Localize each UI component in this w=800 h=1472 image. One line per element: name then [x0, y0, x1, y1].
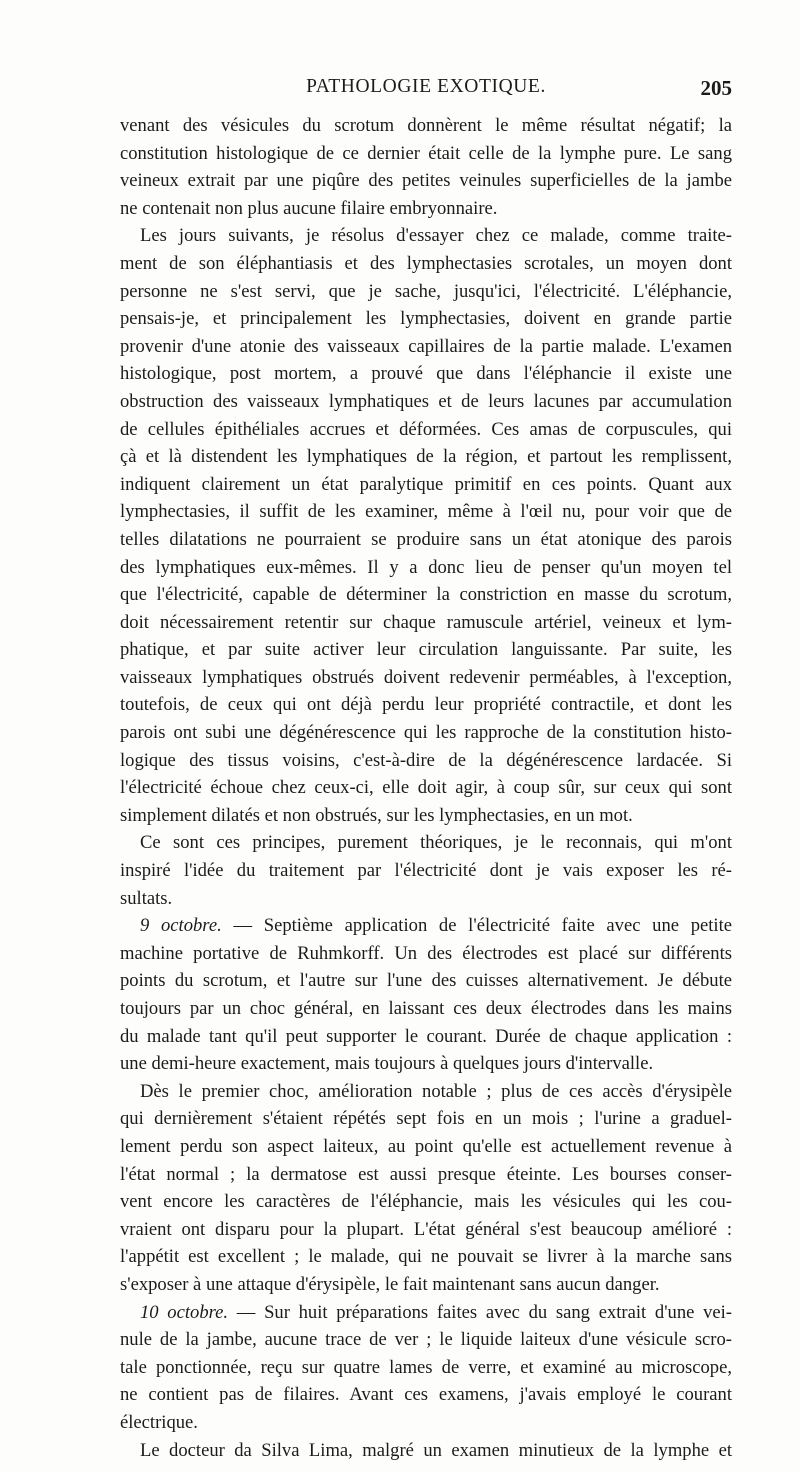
text-line: [120, 912, 732, 940]
text-line: veineux extrait par une piqûre des petites veinules superficielles de la jambe: [120, 170, 732, 192]
text-line: simplement dilatés et non obstrués, sur les lymphectasies, en un mot.: [120, 804, 633, 826]
text-line: de cellules épithéliales accrues et déformées. Ces amas de corpuscules, qui: [120, 418, 732, 440]
text-line: qui dernièrement s'étaient répétés sept fois en un mois ; l'urine a graduel-: [120, 1108, 732, 1130]
text-line: phatique, et par suite activer leur circulation languissante. Par suite, les: [120, 639, 732, 661]
text-line: points du scrotum, et l'autre sur l'une des cuisses alternativement. Je débute: [120, 970, 732, 992]
text-line: constitution histologique de ce dernier était celle de la lymphe pure. Le sang: [120, 142, 732, 164]
text-line: nule de la jambe, aucune trace de ver ; le liquide laiteux d'une vésicule scro-: [120, 1329, 732, 1351]
text-line: doit nécessairement retentir sur chaque ramuscule artériel, veineux et lym-: [120, 611, 732, 633]
text-line: logique des tissus voisins, c'est-à-dire de la dégénérescence lardacée. Si: [120, 749, 732, 771]
text-line: sultats.: [120, 887, 173, 909]
text-line: des lymphatiques eux-mêmes. Il y a donc lieu de penser qu'un moyen tel: [120, 556, 732, 578]
entry-date: 10 octobre.: [140, 1301, 229, 1323]
text-line: Le docteur da Silva Lima, malgré un examen minutieux de la lymphe et: [140, 1439, 732, 1461]
entry-date: 9 octobre.: [140, 915, 222, 937]
text-line: Dès le premier choc, amélioration notable ; plus de ces accès d'érysipèle: [140, 1080, 732, 1102]
page-number: 205: [700, 76, 732, 100]
text-line: çà et là distendent les lymphatiques de la région, et partout les remplissent,: [120, 446, 732, 468]
text-line: toujours par un choc général, en laissant ces deux électrodes dans les mains: [120, 998, 732, 1019]
page-header: [120, 76, 732, 104]
text-line: machine portative de Ruhmkorff. Un des électrodes est placé sur différents: [120, 942, 732, 964]
text-line: l'électricité échoue chez ceux-ci, elle doit agir, à coup sûr, sur ceux qui sont: [120, 777, 732, 799]
text-line: que l'électricité, capable de déterminer la constriction en masse du scrotum,: [120, 584, 732, 606]
text-line: Les jours suivants, je résolus d'essayer chez ce malade, comme traite-: [140, 225, 732, 247]
text-line: électrique.: [120, 1411, 198, 1433]
text-line: telles dilatations ne pourraient se produire sans un état atonique des parois: [120, 528, 732, 550]
text-line: toutefois, de ceux qui ont déjà perdu leur propriété contractile, et dont les: [120, 694, 732, 716]
text-line: histologique, post mortem, a prouvé que dans l'éléphancie il existe une: [120, 363, 732, 385]
text-line: vraient ont disparu pour la plupart. L'état général s'est beaucoup amélioré :: [120, 1218, 732, 1240]
text-line: parois ont subi une dégénérescence qui les rapproche de la constitution histo-: [120, 722, 732, 744]
text-line: l'appétit est excellent ; le malade, qui ne pouvait se livrer à la marche sans: [120, 1246, 732, 1268]
body-text: [120, 112, 732, 1464]
text-line: une demi-heure exactement, mais toujours à quelques jours d'intervalle.: [120, 1053, 654, 1075]
text-line: ment de son éléphantiasis et des lymphectasies scrotales, un moyen dont: [120, 252, 732, 274]
text-line: ne contenait non plus aucune filaire embryonnaire.: [120, 197, 498, 219]
text-line: indiquent clairement un état paralytique primitif en ces points. Quant aux: [120, 473, 732, 495]
text-line: tale ponctionnée, reçu sur quatre lames de verre, et examiné au microscope,: [120, 1356, 732, 1378]
entry-text: — Septième application de l'électricité faite avec une petite: [233, 915, 732, 937]
text-line: obstruction des vaisseaux lymphatiques et de leurs lacunes par accumulation: [120, 390, 732, 412]
running-title: PATHOLOGIE EXOTIQUE.: [306, 76, 546, 97]
text-line: pensais-je, et principalement les lymphectasies, doivent en grande partie: [120, 308, 732, 330]
text-line: l'état normal ; la dermatose est aussi presque éteinte. Les bourses conser-: [120, 1163, 732, 1185]
text-line: s'exposer à une attaque d'érysipèle, le fait maintenant sans aucun danger.: [120, 1273, 660, 1295]
entry-text: — Sur huit préparations faites avec du sang extrait d'une vei-: [236, 1301, 733, 1323]
text-line: vent encore les caractères de l'éléphancie, mais les vésicules qui les cou-: [120, 1191, 732, 1213]
text-line: vaisseaux lymphatiques obstrués doivent redevenir perméables, à l'exception,: [120, 666, 732, 688]
text-line: du malade tant qu'il peut supporter le courant. Durée de chaque application :: [120, 1025, 732, 1047]
text-line: inspiré l'idée du traitement par l'électricité dont je vais exposer les ré-: [120, 860, 732, 882]
text-line: [120, 1299, 732, 1327]
text-line: ne contient pas de filaires. Avant ces examens, j'avais employé le courant: [120, 1384, 732, 1406]
text-line: provenir d'une atonie des vaisseaux capillaires de la partie malade. L'examen: [120, 335, 732, 357]
text-line: lymphectasies, il suffit de les examiner, même à l'œil nu, pour voir que de: [120, 501, 732, 523]
text-line: personne ne s'est servi, que je sache, jusqu'ici, l'électricité. L'éléphancie,: [120, 280, 732, 302]
text-line: venant des vésicules du scrotum donnèrent le même résultat négatif; la: [120, 115, 732, 136]
text-line: Ce sont ces principes, purement théoriques, je le reconnais, qui m'ont: [140, 832, 732, 854]
text-line: lement perdu son aspect laiteux, au point qu'elle est actuellement revenue à: [120, 1135, 732, 1157]
